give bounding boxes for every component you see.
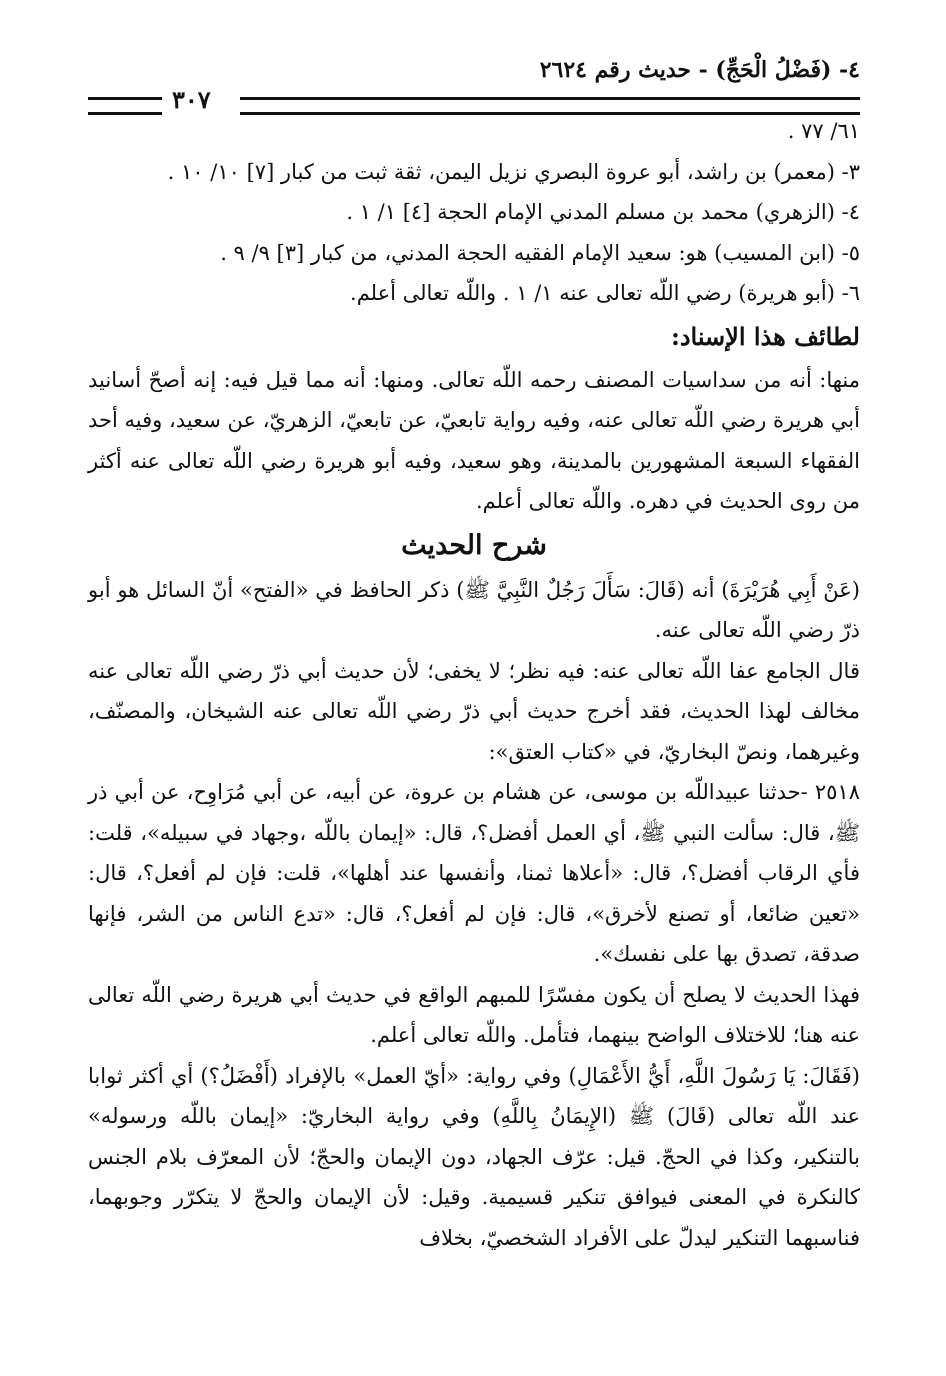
book-page (88, 55, 860, 1258)
page-body (88, 111, 860, 1258)
commentary-paragraph: (فَقَالَ: يَا رَسُولَ اللَّهِ، أَيُّ الأَعْمَالِ) وفي رواية: «أيّ العمل» بالإفراد (أَفْضَلُ؟) أي أكثر ثوابا عند اللّه تعالى (قَالَ) ﷺ (الإِيمَانُ بِاللَّهِ) وفي رواية البخاريّ: «إيمان باللّه ورسوله» بالتنكير، وكذا في الحجّ. قيل: عرّف الجهاد، دون الإيمان والحجّ؛ لأن المعرّف بلام الجنس كالنكرة في المعنى فيوافق تنكير قسيمية. وقيل: لأن الإيمان والحجّ لا يتكرّر وجوبهما، فناسبهما التنكير ليدلّ على الأفراد الشخصيّ، بخلاف (88, 1063, 860, 1250)
narrator-line-3: ٣- (معمر) بن راشد، أبو عروة البصري نزيل اليمن، ثقة ثبت من كبار [٧] ١٠/ ١٠ . (167, 159, 860, 184)
page-header (88, 55, 860, 114)
narrator-line-4: ٤- (الزهري) محمد بن مسلم المدني الإمام الحجة [٤] ١/ ١ . (346, 200, 860, 224)
hadith-opening-paragraph: (عَنْ أَبِي هُرَيْرَةَ) أنه (قَالَ: سَأَلَ رَجُلٌ النَّبِيَّ ﷺ) ذكر الحافظ في «الفتح» أنّ السائل هو أبو ذرّ رضي اللّه تعالى عنه. (88, 577, 860, 642)
narrator-line-5: ٥- (ابن المسيب) هو: سعيد الإمام الفقيه الحجة المدني، من كبار [٣] ٩/ ٩ . (220, 240, 860, 265)
compiler-note-paragraph: قال الجامع عفا اللّه تعالى عنه: فيه نظر؛ لا يخفى؛ لأن حديث أبي ذرّ رضي اللّه تعالى عنه مخالف لهذا الحديث، فقد أخرج حديث أبي ذرّ رضي اللّه تعالى عنه الشيخان، والمصنّف، وغيرهما، ونصّ البخاريّ، في «كتاب العتق»: (88, 658, 860, 764)
narrator-line-continuation: ٦١/ ٧٧ . (787, 119, 860, 143)
conclusion-paragraph: فهذا الحديث لا يصلح أن يكون مفسّرًا للمبهم الواقع في حديث أبي هريرة رضي اللّه تعالى عنه هنا؛ للاختلاف الواضح بينهما، فتأمل. واللّه تعالى أعلم. (88, 982, 860, 1047)
running-title: ٤- (فَضْلُ الْحَجِّ) - حديث رقم ٢٦٢٤ (539, 57, 860, 83)
header-rule-right (240, 97, 860, 115)
section-heading-sharh: شرح الحديث (401, 529, 547, 561)
isnad-paragraph: منها: أنه من سداسيات المصنف رحمه اللّه تعالى. ومنها: أنه مما قيل فيه: إنه أصحّ أسانيد أبي هريرة رضي اللّه تعالى عنه، وفيه رواية تابعيّ، عن تابعيّ، الزهريّ، عن سعيد، وفيه أحد الفقهاء السبعة المشهورين بالمدينة، وهو سعيد، وفيه أبو هريرة رضي اللّه تعالى عنه أكثر من روى الحديث في دهره. واللّه تعالى أعلم. (88, 367, 860, 513)
bukhari-quote-paragraph: ٢٥١٨ -حدثنا عبيداللّه بن موسى، عن هشام بن عروة، عن أبيه، عن أبي مُرَاوِح، عن أبي ذر ﷺ، قال: سألت النبي ﷺ، أي العمل أفضل؟، قال: «إيمان باللّه ،وجهاد في سبيله»، قلت: فأي الرقاب أفضل؟، قال: «أعلاها ثمنا، وأنفسها عند أهلها»، قلت: فإن لم أفعل؟، قال: «تعين ضائعا، أو تصنع لأخرق»، قال: فإن لم أفعل؟، قال: «تدع الناس من الشر، فإنها صدقة، تصدق بها على نفسك». (88, 780, 860, 966)
header-rule-left (88, 97, 162, 115)
section-heading-isnad: لطائف هذا الإسناد: (670, 321, 860, 351)
page-number: ٣٠٧ (172, 85, 211, 114)
narrator-line-6: ٦- (أبو هريرة) رضي اللّه تعالى عنه ١/ ١ . واللّه تعالى أعلم. (350, 281, 860, 305)
